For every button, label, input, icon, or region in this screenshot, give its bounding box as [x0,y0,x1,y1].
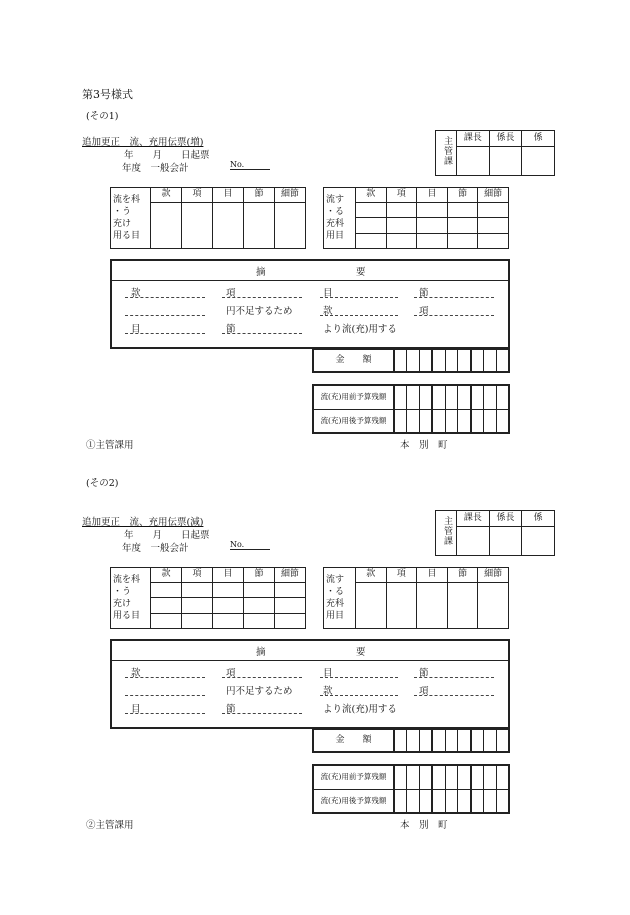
col-saisetsu: 細節 [478,188,509,203]
digit-cell[interactable] [496,409,509,433]
input-cell[interactable] [478,218,509,233]
digit-cell[interactable] [458,385,471,409]
input-cell[interactable] [478,203,509,218]
digit-cell[interactable] [496,385,509,409]
summary-kou-2: 項 [419,686,429,697]
form-title: 追加更正 流、充用伝票(減) [82,517,204,528]
dest-side-label: 流す ・る 充科 用目 [324,568,356,629]
summary-kou-2: 項 [419,306,429,317]
part-label: (その1) [86,111,119,122]
input-cell[interactable] [356,233,387,248]
approval-side-label: 主管課 [436,131,457,176]
summary-transfer-text: より流(充)用する [323,324,397,335]
col-setsu: 節 [447,188,478,203]
input-cell[interactable] [182,203,213,249]
source-account-table [110,187,306,249]
form-number: 第3号様式 [82,88,133,101]
digit-cell[interactable] [471,409,484,433]
input-cell[interactable] [244,203,275,249]
input-cell[interactable] [478,233,509,248]
input-cell[interactable] [213,598,244,613]
input-cell[interactable] [275,203,306,249]
summary-header-left: 摘 [256,647,266,658]
digit-cell[interactable] [445,789,458,813]
summary-box [110,639,510,729]
input-cell[interactable] [417,233,448,248]
fill-line[interactable] [125,315,205,316]
fill-line[interactable] [414,677,494,678]
digit-cell[interactable] [458,729,471,752]
stamp-cell[interactable] [522,527,555,556]
source-side-label: 流を科 ・う 充け 用る目 [111,568,151,629]
summary-header-rule [110,660,510,661]
digit-cell[interactable] [458,789,471,813]
digit-cell[interactable] [445,765,458,789]
input-cell[interactable] [386,218,417,233]
digit-cell[interactable] [496,729,509,752]
digit-cell[interactable] [432,765,445,789]
number-field[interactable]: No. [230,540,270,550]
summary-kan: 款 [131,668,141,679]
footer-right: 本 別 町 [400,440,448,451]
source-side-label: 流を科 ・う 充け 用る目 [111,188,151,249]
fill-line[interactable] [125,297,205,298]
col-moku: 目 [213,188,244,203]
fill-line[interactable] [320,315,398,316]
input-cell[interactable] [275,583,306,598]
summary-setsu: 節 [419,668,429,679]
summary-setsu-2: 節 [226,704,236,715]
date-line: 年 月 日起票 [124,150,210,161]
input-cell[interactable] [356,218,387,233]
input-cell[interactable] [447,203,478,218]
fill-line[interactable] [320,695,398,696]
col-moku: 目 [417,568,448,583]
amount-label: 金 額 [313,729,394,752]
balance-before-label: 流(充)用前予算残額 [313,385,394,409]
digit-cell[interactable] [471,729,484,752]
input-cell[interactable] [417,203,448,218]
digit-cell[interactable] [420,765,433,789]
digit-cell[interactable] [458,765,471,789]
stamp-cell[interactable] [489,527,522,556]
dest-side-label: 流す ・る 充科 用目 [324,188,356,249]
digit-cell[interactable] [458,349,471,372]
stamp-cell[interactable] [457,527,490,556]
date-line: 年 月 日起票 [124,530,210,541]
col-kou: 項 [182,188,213,203]
source-account-table [110,567,306,629]
input-cell[interactable] [386,203,417,218]
input-cell[interactable] [244,583,275,598]
digit-cell[interactable] [407,349,420,372]
col-kan: 款 [151,568,182,583]
fill-line[interactable] [222,677,302,678]
input-cell[interactable] [151,203,182,249]
summary-header-right: 要 [356,647,366,658]
digit-cell[interactable] [471,385,484,409]
digit-cell[interactable] [471,349,484,372]
digit-cell[interactable] [394,729,407,752]
digit-cell[interactable] [445,409,458,433]
input-cell[interactable] [244,598,275,613]
input-cell[interactable] [213,583,244,598]
digit-cell[interactable] [483,349,496,372]
col-setsu: 節 [447,568,478,583]
col-kou: 項 [386,188,417,203]
digit-cell[interactable] [394,385,407,409]
approval-col-kakari: 係 [522,511,555,527]
dest-account-table [323,567,509,629]
approval-col-kakaricho: 係長 [489,131,522,147]
col-moku: 目 [417,188,448,203]
fill-line[interactable] [222,333,302,334]
input-cell[interactable] [447,233,478,248]
form-title: 追加更正 流、充用伝票(増) [82,137,204,148]
digit-cell[interactable] [483,729,496,752]
digit-cell[interactable] [496,765,509,789]
digit-cell[interactable] [432,349,445,372]
fill-line[interactable] [125,713,205,714]
input-cell[interactable] [151,583,182,598]
digit-cell[interactable] [471,789,484,813]
digit-cell[interactable] [394,789,407,813]
fill-line[interactable] [414,297,494,298]
digit-cell[interactable] [394,409,407,433]
input-cell[interactable] [182,583,213,598]
balance-after-label: 流(充)用後予算残額 [313,409,394,433]
digit-cell[interactable] [420,789,433,813]
input-cell[interactable] [151,598,182,613]
summary-moku-2: 目 [131,704,141,715]
digit-cell[interactable] [407,409,420,433]
number-field[interactable]: No. [230,160,270,170]
fill-line[interactable] [320,677,398,678]
balance-after-label: 流(充)用後予算残額 [313,789,394,813]
input-cell[interactable] [386,583,417,629]
summary-transfer-text: より流(充)用する [323,704,397,715]
input-cell[interactable] [275,613,306,628]
col-kou: 項 [386,568,417,583]
approval-box [435,510,555,556]
fill-line[interactable] [320,297,398,298]
digit-cell[interactable] [394,765,407,789]
part-label: (その2) [86,478,119,489]
summary-moku: 目 [323,288,333,299]
summary-shortfall: 円不足するため [226,306,293,317]
input-cell[interactable] [182,613,213,628]
digit-cell[interactable] [432,385,445,409]
fill-line[interactable] [414,315,494,316]
approval-box [435,130,555,176]
digit-cell[interactable] [471,765,484,789]
amount-table [312,348,510,373]
input-cell[interactable] [244,613,275,628]
digit-cell[interactable] [407,385,420,409]
summary-shortfall: 円不足するため [226,686,293,697]
digit-cell[interactable] [407,789,420,813]
summary-kan-2: 款 [323,306,333,317]
balance-before-label: 流(充)用前予算残額 [313,765,394,789]
digit-cell[interactable] [420,385,433,409]
summary-setsu: 節 [419,288,429,299]
fiscal-line: 年度 一般会計 [122,543,189,554]
digit-cell[interactable] [496,349,509,372]
digit-cell[interactable] [420,349,433,372]
balance-table [312,764,510,814]
col-kan: 款 [356,568,387,583]
fill-line[interactable] [222,713,302,714]
fill-line[interactable] [222,297,302,298]
summary-header-left: 摘 [256,267,266,278]
input-cell[interactable] [447,583,478,629]
input-cell[interactable] [275,598,306,613]
approval-col-kacho: 課長 [457,131,490,147]
dest-account-table [323,187,509,249]
approval-col-kacho: 課長 [457,511,490,527]
summary-header-rule [110,280,510,281]
summary-moku: 目 [323,668,333,679]
input-cell[interactable] [213,613,244,628]
fill-line[interactable] [125,333,205,334]
col-saisetsu: 細節 [275,568,306,583]
col-kan: 款 [151,188,182,203]
col-saisetsu: 細節 [275,188,306,203]
digit-cell[interactable] [483,409,496,433]
digit-cell[interactable] [483,385,496,409]
balance-table [312,384,510,434]
footer-right: 本 別 町 [400,820,448,831]
digit-cell[interactable] [420,729,433,752]
fill-line[interactable] [125,677,205,678]
col-setsu: 節 [244,568,275,583]
input-cell[interactable] [386,233,417,248]
col-saisetsu: 細節 [478,568,509,583]
amount-table [312,728,510,753]
digit-cell[interactable] [496,789,509,813]
input-cell[interactable] [447,218,478,233]
col-kan: 款 [356,188,387,203]
digit-cell[interactable] [407,729,420,752]
summary-box [110,259,510,349]
digit-cell[interactable] [432,409,445,433]
fiscal-line: 年度 一般会計 [122,163,189,174]
digit-cell[interactable] [432,789,445,813]
approval-col-kakari: 係 [522,131,555,147]
summary-moku-2: 目 [131,324,141,335]
input-cell[interactable] [417,218,448,233]
input-cell[interactable] [151,613,182,628]
digit-cell[interactable] [445,385,458,409]
input-cell[interactable] [182,598,213,613]
summary-kou: 項 [226,288,236,299]
col-moku: 目 [213,568,244,583]
footer-left: ①主管課用 [86,440,134,451]
input-cell[interactable] [356,203,387,218]
input-cell[interactable] [417,583,448,629]
approval-col-kakaricho: 係長 [489,511,522,527]
digit-cell[interactable] [458,409,471,433]
fill-line[interactable] [414,695,494,696]
footer-left: ②主管課用 [86,820,134,831]
summary-setsu-2: 節 [226,324,236,335]
digit-cell[interactable] [445,349,458,372]
digit-cell[interactable] [445,729,458,752]
amount-label: 金 額 [313,349,394,372]
digit-cell[interactable] [432,729,445,752]
digit-cell[interactable] [407,765,420,789]
stamp-cell[interactable] [457,147,490,176]
digit-cell[interactable] [483,789,496,813]
input-cell[interactable] [478,583,509,629]
digit-cell[interactable] [420,409,433,433]
summary-kan-2: 款 [323,686,333,697]
digit-cell[interactable] [483,765,496,789]
stamp-cell[interactable] [489,147,522,176]
fill-line[interactable] [125,695,205,696]
approval-side-label: 主管課 [436,511,457,556]
col-kou: 項 [182,568,213,583]
col-setsu: 節 [244,188,275,203]
digit-cell[interactable] [394,349,407,372]
stamp-cell[interactable] [522,147,555,176]
input-cell[interactable] [356,583,387,629]
summary-kan: 款 [131,288,141,299]
summary-header-right: 要 [356,267,366,278]
input-cell[interactable] [213,203,244,249]
summary-kou: 項 [226,668,236,679]
